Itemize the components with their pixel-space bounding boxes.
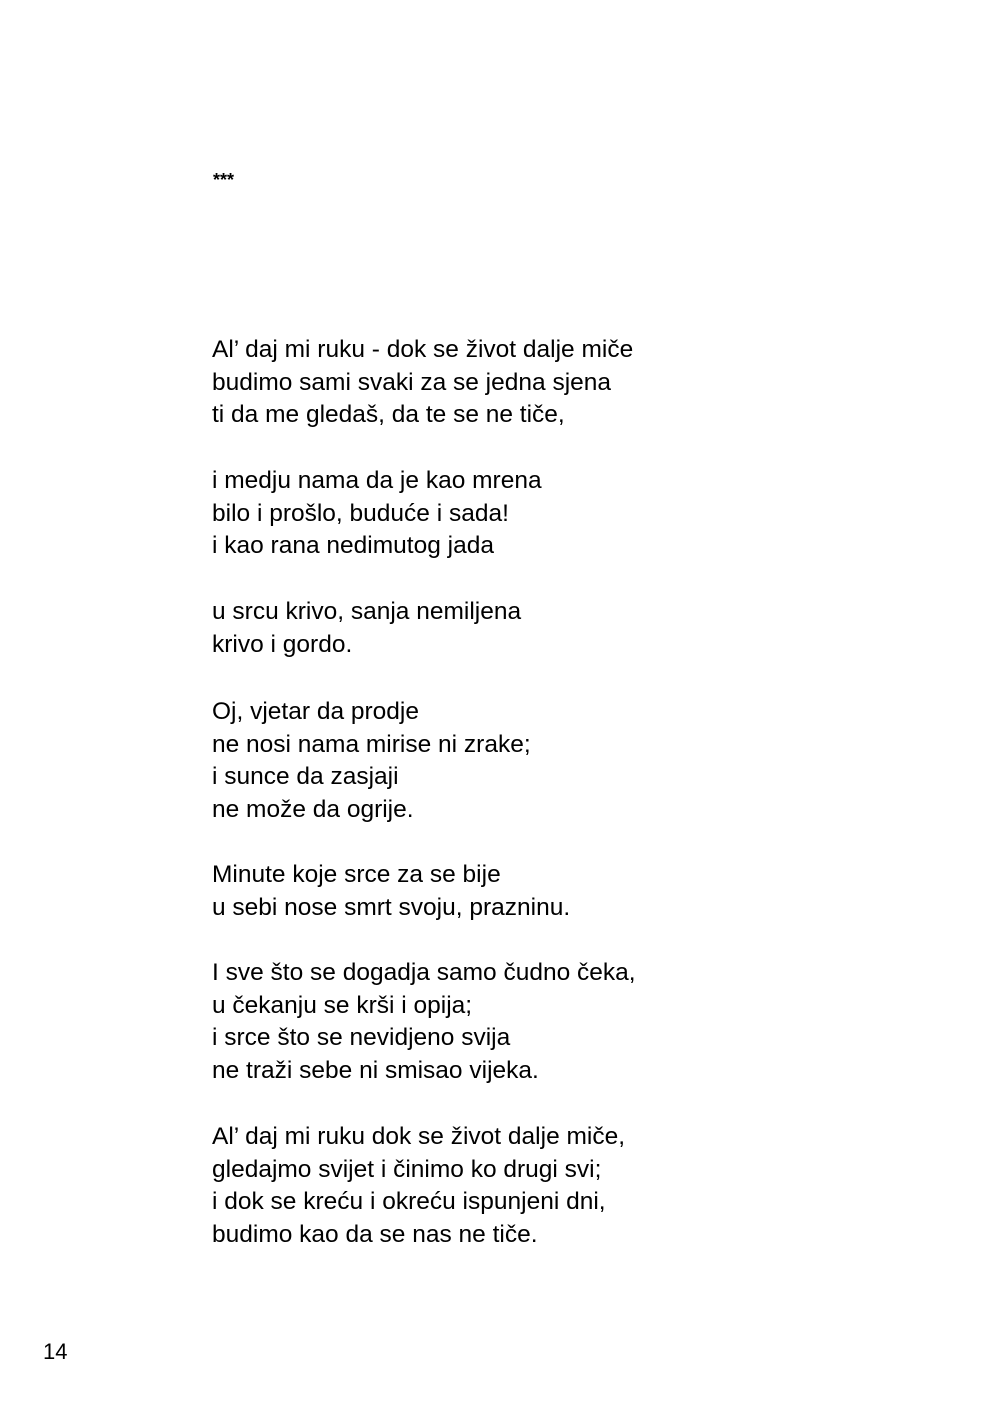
- poem-line: budimo sami svaki za se jedna sjena: [212, 368, 612, 396]
- poem-line: gledajmo svijet i činimo ko drugi svi;: [212, 1155, 602, 1183]
- stanza-7: [212, 1121, 625, 1252]
- poem-line: i sunce da zasjaji: [212, 763, 399, 791]
- poem-line: u čekanju se krši i opija;: [212, 991, 473, 1019]
- poem-line: i srce što se nevidjeno svija: [212, 1024, 511, 1052]
- stanza-6: [212, 957, 636, 1088]
- poem-line: i medju nama da je kao mrena: [212, 467, 542, 494]
- poem-line: u srcu krivo, sanja nemiljena: [212, 598, 522, 625]
- stanza-5: [212, 859, 570, 924]
- poem-title: ***: [213, 170, 235, 190]
- poem-line: i dok se kreću i okreću ispunjeni dni,: [212, 1188, 606, 1216]
- poem-line: Oj, vjetar da prodje: [212, 698, 419, 725]
- poem-line: Al’ daj mi ruku - dok se život dalje miče: [212, 336, 634, 363]
- poem-line: ne nosi nama mirise ni zrake;: [212, 730, 531, 758]
- stanza-4: [212, 696, 531, 827]
- poem-line: Minute koje srce za se bije: [212, 861, 501, 888]
- poem-line: ne traži sebe ni smisao vijeka.: [212, 1057, 539, 1085]
- poem-line: u sebi nose smrt svoju, prazninu.: [212, 893, 571, 921]
- poem-line: budimo kao da se nas ne tiče.: [212, 1221, 538, 1249]
- page-number: 14: [43, 1339, 68, 1364]
- poem-line: bilo i prošlo, buduće i sada!: [212, 499, 509, 527]
- stanza-1: [212, 334, 633, 432]
- stanza-2: [212, 465, 542, 563]
- stanza-3: [212, 596, 521, 661]
- poem-line: Al’ daj mi ruku dok se život dalje miče,: [212, 1123, 626, 1150]
- poem-line: krivo i gordo.: [212, 630, 353, 658]
- poem-line: i kao rana nedimutog jada: [212, 532, 494, 560]
- poem-line: I sve što se dogadja samo čudno čeka,: [212, 959, 636, 986]
- poem-line: ti da me gledaš, da te se ne tiče,: [212, 401, 565, 429]
- poem-line: ne može da ogrije.: [212, 796, 414, 824]
